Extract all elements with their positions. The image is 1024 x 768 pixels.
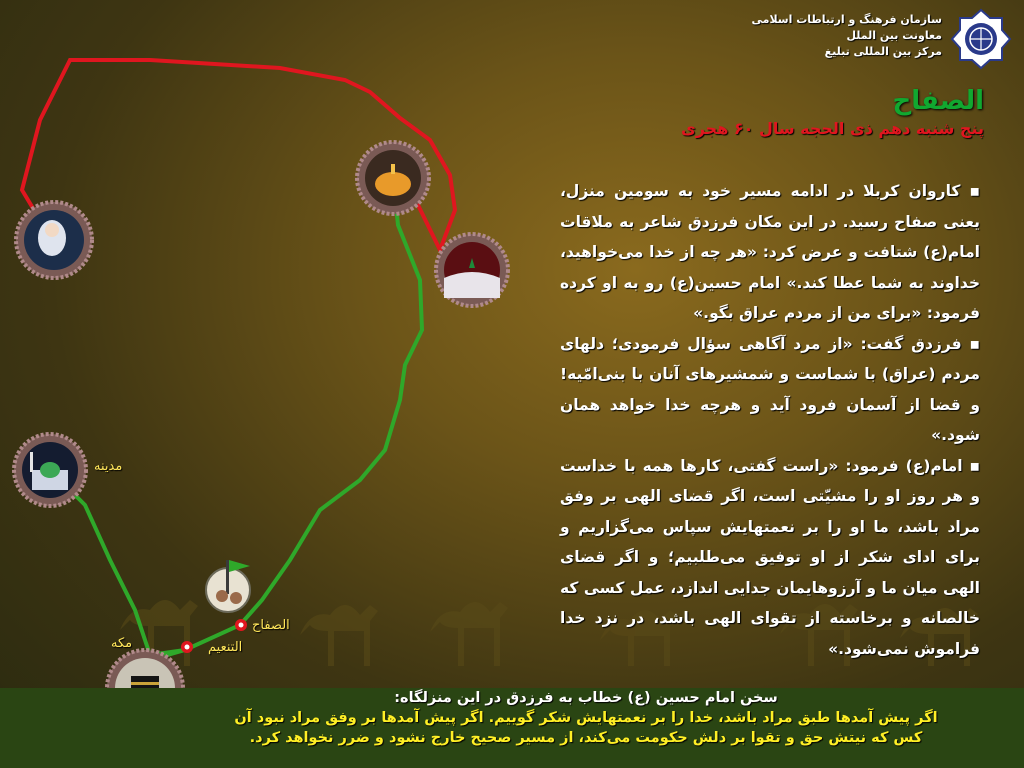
org-line-3: مرکز بین المللی تبلیغ (824, 45, 942, 58)
slide-subtitle: پنج شنبه دهم ذی الحجه سال ۶۰ هجری (681, 119, 984, 138)
footer-heading: سخن امام حسین (ع) خطاب به فرزدق در این منزلگاه: (394, 690, 778, 706)
org-line-1: سازمان فرهنگ و ارتباطات اسلامی (751, 13, 942, 26)
footer-quote (176, 688, 996, 748)
footer-line-1: اگر پیش آمدها طبق مراد باشد، خدا را بر نعمتهایش شکر گوییم. اگر پیش آمدها بر وفق مراد نبود آن (234, 710, 938, 726)
org-line-2: معاونت بین الملل (846, 29, 942, 42)
tanim-marker-icon (181, 641, 193, 653)
medallion-shrine (357, 142, 429, 214)
medallion-tent (436, 234, 508, 306)
slide-title: الصفاح (892, 86, 984, 116)
org-text (682, 12, 942, 60)
narrative-text (560, 176, 980, 664)
caravan-flag-icon (206, 560, 250, 612)
slide-header (464, 84, 984, 140)
saffah-marker-icon (235, 619, 247, 631)
medallion-woman (16, 202, 92, 278)
footer-line-2: کس که نیتش حق و تقوا بر دلش حکومت می‌کند، از مسیر صحیح خارج نشود و ضرر نخواهد کرد. (249, 730, 923, 746)
org-logo-icon (950, 8, 1012, 70)
org-header (672, 8, 1012, 78)
medallion-mosque (14, 434, 86, 506)
paragraph-2: ▪ فرزدق گفت: «از مرد آگاهی سؤال فرمودی؛ دلهای مردم (عراق) با شماست و شمشیرهای آنان با بنی‌امّیه! و قضا از آسمان فرود آید و هرچه خدا خواهد همان شود.» (560, 334, 980, 444)
paragraph-3: ▪ امام(ع) فرمود: «راست گفتی، کارها همه با خداست و هر روز او را مشیّتی است، اگر قضای الهی بر وفق مراد باشد، ما او را بر نعمتهایش سپاس می‌گزاریم و برای ادای شکر از او توفیق می‌طلبیم؛ و اگر قضای الهی میان ما و آرزوهایمان جدایی اندازد، عمل کسی که خالصانه و برخاسته از تقوای الهی باشد، در نزد خدا فراموش نمی‌شود.» (560, 456, 980, 658)
label-saffah: الصفاح (252, 618, 290, 633)
label-tanim: التنعیم (208, 640, 243, 655)
label-madina: مدینه (94, 459, 123, 474)
label-makka: مکه (111, 636, 133, 651)
paragraph-1: ▪ کاروان کربلا در ادامه مسیر خود به سومین منزل، یعنی صفاح رسید. در این مکان فرزدق شاعر به ملاقات امام(ع) شتافت و عرض کرد: «هر چه از خدا می‌خواهید، خداوند به شما عطا کند.» امام حسین(ع) رو به او کرده فرمود: «برای من از مردم عراق بگو.» (560, 182, 980, 322)
